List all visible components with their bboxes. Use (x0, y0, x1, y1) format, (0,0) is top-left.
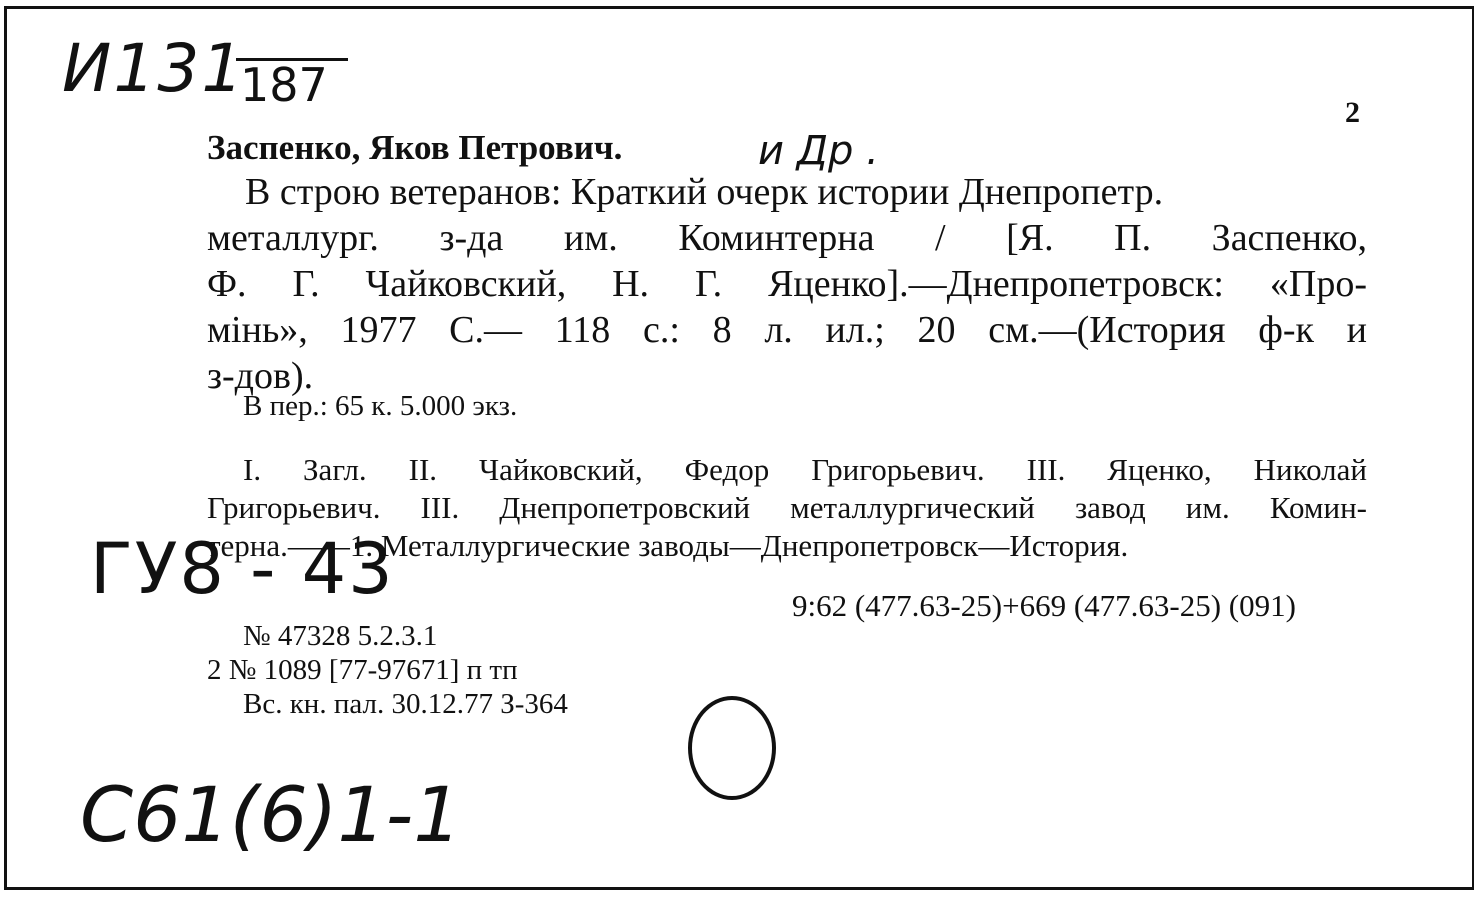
reference-line: 2 № 1089 [77-97671] п тп (207, 654, 518, 686)
classification-index: 9:62 (477.63-25)+669 (477.63-25) (091) (792, 588, 1296, 623)
description-line: металлург. з-да им. Коминтерна / [Я. П. Заспенко, (207, 217, 1367, 259)
price-line: В пер.: 65 к. 5.000 экз. (243, 390, 518, 422)
author-heading: Заспенко, Яков Петрович. (207, 128, 623, 167)
handwritten-call-number-sub: 187 (236, 58, 348, 109)
description-block (207, 170, 1367, 400)
handwritten-bottom-code: С61(6)1-1 (80, 770, 462, 859)
subject-line: Григорьевич. III. Днепропетровский металлургический завод им. Комин- (207, 490, 1367, 525)
handwritten-author-note: и Др . (758, 128, 879, 174)
handwritten-call-number: И131 (62, 30, 246, 107)
handwritten-middle-code: ГУ8 - 43 (90, 528, 395, 610)
subject-line: терна.——1. Металлургические заводы—Днепропетровск—История. (207, 528, 1129, 563)
subject-line: I. Загл. II. Чайковский, Федор Григорьевич. III. Яценко, Николай (243, 452, 1367, 487)
card-number: 2 (1345, 96, 1360, 129)
reference-line: Вс. кн. пал. 30.12.77 З-364 (243, 688, 568, 720)
subject-block (207, 452, 1367, 566)
description-line: В строю ветеранов: Краткий очерк истории Днепропетр. (245, 171, 1164, 213)
circle-mark-icon (688, 696, 776, 800)
description-line: з-дов). (207, 355, 314, 397)
description-line: Ф. Г. Чайковский, Н. Г. Яценко].—Днепропетровск: «Про- (207, 263, 1367, 305)
reference-line: № 47328 5.2.3.1 (243, 620, 438, 652)
description-line: мінь», 1977 С.— 118 с.: 8 л. ил.; 20 см.—(История ф-к и (207, 309, 1367, 351)
